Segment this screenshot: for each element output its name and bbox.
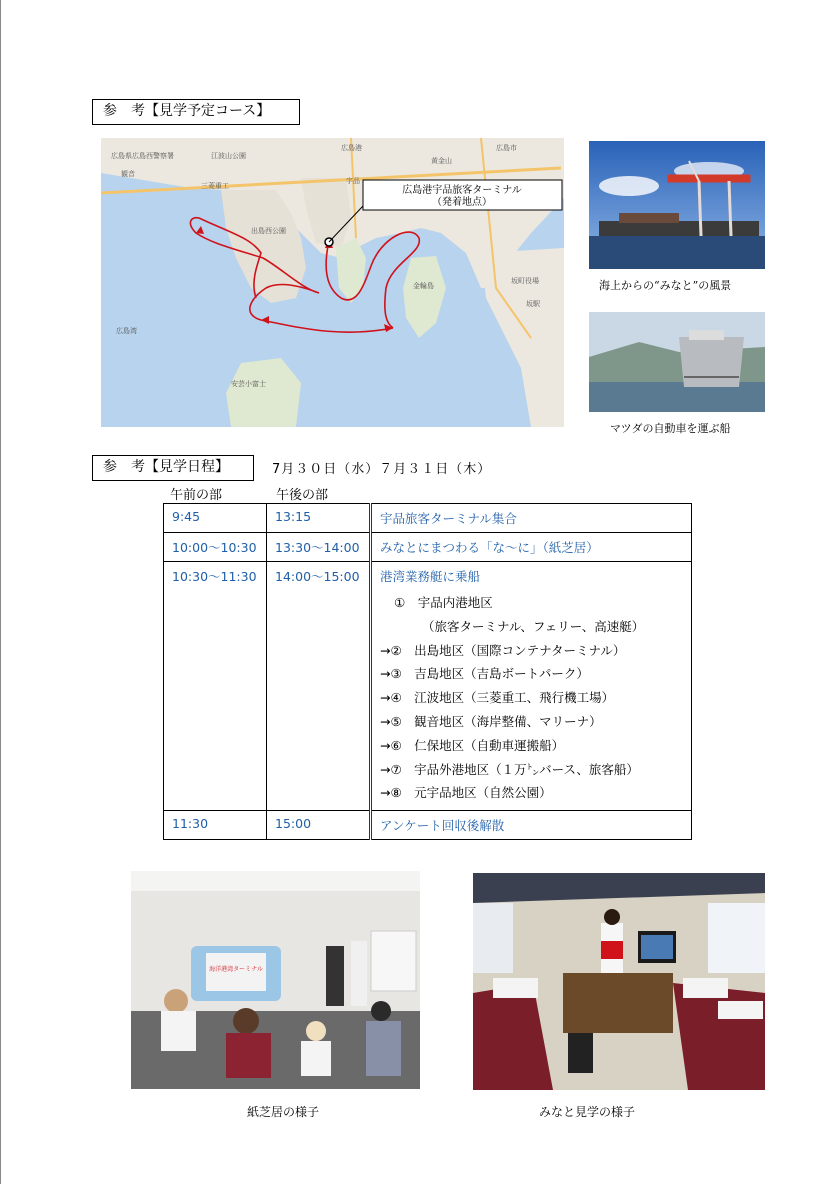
caption-kamishibai: 紙芝居の様子 (247, 1105, 320, 1119)
photo-car-carrier (589, 312, 765, 412)
stop-item: ① 宇品内港地区 (394, 595, 493, 610)
place-misasa: 三菱重工 (201, 182, 229, 190)
cell-pm-time: 15:00 (267, 811, 371, 840)
column-header-am: 午前の部 (170, 488, 223, 503)
section-title-schedule: 参 考【見学日程】 (92, 455, 254, 481)
activity-boat-title: 港湾業務艇に乗船 (380, 569, 481, 584)
place-eba: 江波山公園 (211, 152, 246, 160)
cell-activity-boat (371, 562, 692, 811)
cell-pm-time: 13:15 (267, 504, 371, 533)
cell-pm-time: 13:30～14:00 (267, 533, 371, 562)
stop-item: →⑧ 元宇品地区（自然公園） (380, 785, 552, 801)
caption-port-tour: みなと見学の様子 (539, 1105, 636, 1119)
page-left-border (0, 0, 1, 1184)
terminal-label-1: 広島港宇品旅客ターミナル (402, 185, 522, 196)
place-hiroshima-city: 広島市 (496, 144, 517, 152)
place-kanawa: 金輪島 (413, 282, 434, 290)
place-deshima: 出島西公園 (251, 227, 286, 235)
place-saka: 坂駅 (526, 300, 540, 308)
place-hiroshima-west: 広島県広島西警察署 (111, 152, 174, 160)
cell-pm-time: 14:00～15:00 (267, 562, 371, 811)
stop-item: →④ 江波地区（三菱重工、飛行機工場） (380, 690, 615, 706)
place-hiroshima-port: 広島港 (341, 144, 362, 152)
photo-port-cranes (589, 141, 765, 269)
cell-activity: 宇品旅客ターミナル集合 (371, 504, 692, 533)
place-ninoshima: 安芸小富士 (231, 380, 266, 388)
section-title-course: 参 考【見学予定コース】 (92, 99, 300, 125)
stop-item: →③ 吉島地区（吉島ボートパーク） (380, 666, 589, 682)
stop-list (380, 591, 683, 805)
stop-item: →⑥ 仁保地区（自動車運搬船） (380, 737, 565, 753)
table-row (164, 562, 692, 811)
place-kannon: 観音 (121, 170, 135, 178)
stop-item: →⑤ 観音地区（海岸整備、マリーナ） (380, 713, 602, 729)
place-hiroshima-bay: 広島湾 (116, 327, 137, 335)
stop-item-note: （旅客ターミナル、フェリー、高速艇） (422, 618, 645, 634)
caption-port-view: 海上からの“みなと”の風景 (599, 279, 732, 292)
photo-kamishibai (131, 871, 420, 1089)
terminal-label-2: （発着地点） (432, 197, 492, 208)
photo-port-tour (473, 873, 765, 1090)
route-map (101, 138, 564, 427)
cell-am-time: 10:00～10:30 (164, 533, 267, 562)
place-ujina: 宇品 (346, 177, 360, 185)
place-kogane: 黄金山 (431, 157, 452, 165)
table-row (164, 504, 692, 533)
cell-activity: アンケート回収後解散 (371, 811, 692, 840)
stop-item: →⑦ 宇品外港地区（１万㌧バース、旅客船） (380, 761, 639, 777)
schedule-table (163, 503, 692, 840)
caption-car-carrier: マツダの自動車を運ぶ船 (610, 422, 731, 435)
cell-am-time: 10:30～11:30 (164, 562, 267, 811)
stop-item: →② 出島地区（国際コンテナターミナル） (380, 642, 626, 658)
route-map-svg (101, 138, 564, 427)
kamishibai-board-title: 海洋港湾ターミナル (209, 966, 263, 973)
place-sakacho: 坂町役場 (511, 277, 539, 285)
column-header-pm: 午後の部 (276, 488, 329, 503)
cell-am-time: 11:30 (164, 811, 267, 840)
cell-am-time: 9:45 (164, 504, 267, 533)
table-row (164, 811, 692, 840)
table-row (164, 533, 692, 562)
schedule-dates: 7月３０日（水）７月３１日（木） (272, 462, 492, 477)
cell-activity: みなとにまつわる「な～に」（紙芝居） (371, 533, 692, 562)
